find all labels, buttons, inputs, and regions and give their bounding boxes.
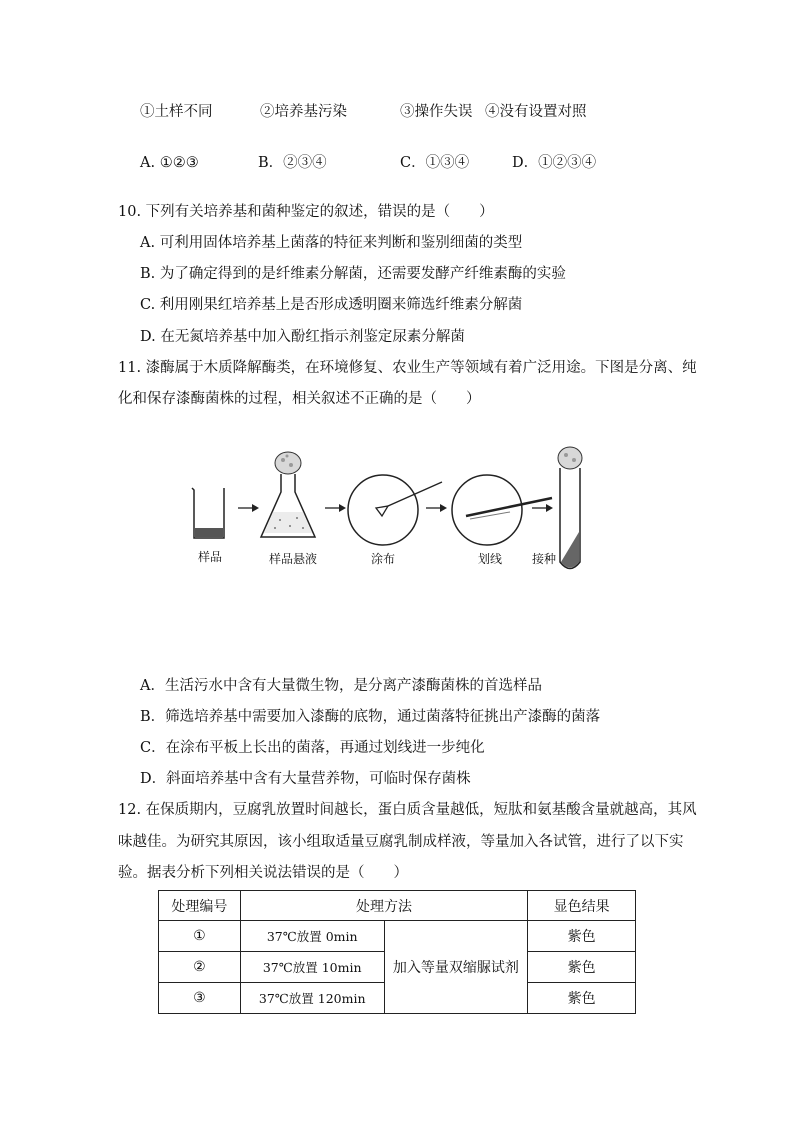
q11-stem-line2: 化和保存漆酶菌株的过程，相关叙述不正确的是（ ） [118, 391, 481, 407]
row-result: 紫色 [528, 952, 636, 983]
q10-option-b: B. 为了确定得到的是纤维素分解菌，还需要发酵产纤维素酶的实验 [140, 266, 566, 282]
table-header-row [159, 891, 636, 921]
q11-option-d: D．斜面培养基中含有大量营养物，可临时保存菌株 [140, 771, 471, 787]
q10-option-c: C. 利用刚果红培养基上是否形成透明圈来筛选纤维素分解菌 [140, 297, 523, 313]
q10-stem: 10. 下列有关培养基和菌种鉴定的叙述，错误的是（ ） [118, 204, 494, 220]
q11-option-c: C．在涂布平板上长出的菌落，再通过划线进一步纯化 [140, 740, 485, 756]
row-id: ① [159, 921, 241, 952]
experiment-table [158, 890, 636, 1014]
arrow-icon [325, 504, 346, 512]
row-id: ③ [159, 983, 241, 1014]
arrow-icon [426, 504, 447, 512]
streak-plate-icon [452, 475, 552, 545]
q10-option-a: A. 可利用固体培养基上菌落的特征来判断和鉴别细菌的类型 [140, 235, 523, 251]
row-method: 37℃放置 10min [240, 952, 384, 983]
q11-option-a: A．生活污水中含有大量微生物，是分离产漆酶菌株的首选样品 [140, 678, 542, 694]
q11-option-b: B．筛选培养基中需要加入漆酶的底物，通过菌落特征挑出产漆酶的菌落 [140, 709, 601, 725]
q9-option-d: D．①②③④ [512, 155, 597, 171]
q9-option-c: C．①③④ [400, 155, 470, 171]
q9-item-1: ①土样不同 [140, 104, 213, 120]
row-method: 37℃放置 120min [240, 983, 384, 1014]
arrow-icon [238, 504, 259, 512]
q12-stem-line3: 验。据表分析下列相关说法错误的是（ ） [118, 865, 408, 881]
q10-option-d: D. 在无氮培养基中加入酚红指示剂鉴定尿素分解菌 [140, 329, 465, 345]
q9-option-a: A. ①②③ [140, 155, 199, 171]
shared-method: 加入等量双缩脲试剂 [384, 921, 528, 1014]
spread-plate-icon [348, 475, 442, 545]
row-result: 紫色 [528, 921, 636, 952]
table-row [159, 921, 636, 952]
q9-item-4: ④没有设置对照 [485, 104, 587, 120]
row-result: 紫色 [528, 983, 636, 1014]
beaker-icon [192, 488, 224, 538]
figure-label-streak: 划线 [478, 552, 503, 566]
q12-stem-line1: 12. 在保质期内，豆腐乳放置时间越长，蛋白质含量越低，短肽和氨基酸含量就越高，其风 [118, 802, 697, 818]
figure-label-inoculate: 接种 [532, 552, 557, 566]
q9-item-2: ②培养基污染 [260, 104, 347, 120]
header-result: 显色结果 [528, 891, 636, 921]
flask-icon [261, 452, 315, 537]
row-id: ② [159, 952, 241, 983]
header-method: 处理方法 [240, 891, 527, 921]
q11-stem-line1: 11. 漆酶属于木质降解酶类，在环境修复、农业生产等领域有着广泛用途。下图是分离、纯 [118, 360, 697, 376]
row-method: 37℃放置 0min [240, 921, 384, 952]
q9-item-3: ③操作失误 [400, 104, 473, 120]
q12-stem-line2: 味越佳。为研究其原因，该小组取适量豆腐乳制成样液，等量加入各试管，进行了以下实 [118, 834, 684, 850]
slant-tube-icon [558, 447, 582, 569]
arrow-icon [532, 504, 553, 512]
figure-label-spread: 涂布 [371, 552, 396, 566]
q9-option-b: B．②③④ [258, 155, 327, 171]
figure-label-sample: 样品 [198, 550, 223, 564]
figure-label-suspension: 样品悬液 [269, 552, 318, 566]
header-id: 处理编号 [159, 891, 241, 921]
